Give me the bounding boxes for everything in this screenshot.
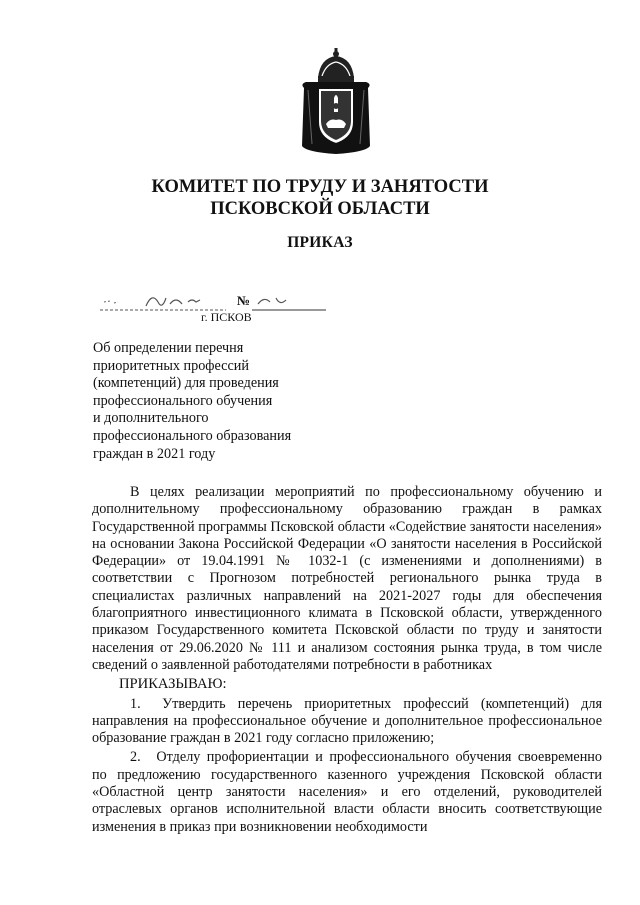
doc-type-title: ПРИКАЗ [287, 234, 353, 251]
item-text: Отделу профориентации и профессионального обучения своевременно по предложению государственного казенного учреждения Псковской области «Областной центр занятости населения» и его отделений, руководителей отраслевых органов исполнительной власти области вносить соответствующие изменения в приказ при возникновении необходимости [92, 749, 602, 835]
city-label: г. ПСКОВ [201, 310, 252, 324]
coat-of-arms-icon [296, 48, 376, 156]
order-item-2 [92, 749, 602, 835]
preamble-paragraph: В целях реализации мероприятий по профессиональному обучению и дополнительному профессиональному образованию граждан в рамках Государственной программы Псковской области «Содействие занятости населения» на основании Закона Российской Федерации «О занятости населения в Российской Федерации» от 19.04.1991 № 1032-1 (с изменениями и дополнениями) в соответствии с Прогнозом потребностей регионального рынка труда в специалистах различных направлений на 2021-2027 годы для обеспечения благоприятного инвестиционного климата в Псковской области, утвержденного приказом Государственного комитета Псковской области по труду и занятости населения от 29.06.2020 № 111 и анализом состояния рынка труда, в том числе сведений о заявленной работодателями потребности в работниках [92, 484, 602, 673]
item-number: 1. [130, 695, 141, 712]
subject-line: профессионального обучения [93, 392, 273, 409]
order-subject [93, 340, 353, 463]
subject-line: профессионального образования [93, 427, 292, 444]
subject-line: (компетенций) для проведения [93, 375, 279, 392]
org-name-line-2: ПСКОВСКОЙ ОБЛАСТИ [210, 199, 430, 219]
order-keyword: ПРИКАЗЫВАЮ: [119, 676, 227, 693]
subject-line: и дополнительного [93, 410, 209, 427]
org-name-line-1: КОМИТЕТ ПО ТРУДУ И ЗАНЯТОСТИ [151, 177, 489, 197]
order-item-1 [92, 696, 602, 748]
subject-line: Об определении перечня [93, 340, 244, 356]
number-sign: № [237, 293, 251, 308]
subject-line: приоритетных профессий [93, 357, 249, 374]
item-text: Утвердить перечень приоритетных профессий (компетенций) для направления на профессиональное обучение и дополнительное профессиональное образование граждан в 2021 году согласно приложению; [92, 695, 602, 747]
subject-line: граждан в 2021 году [93, 445, 216, 462]
order-body [92, 484, 602, 836]
item-number: 2. [130, 749, 141, 766]
